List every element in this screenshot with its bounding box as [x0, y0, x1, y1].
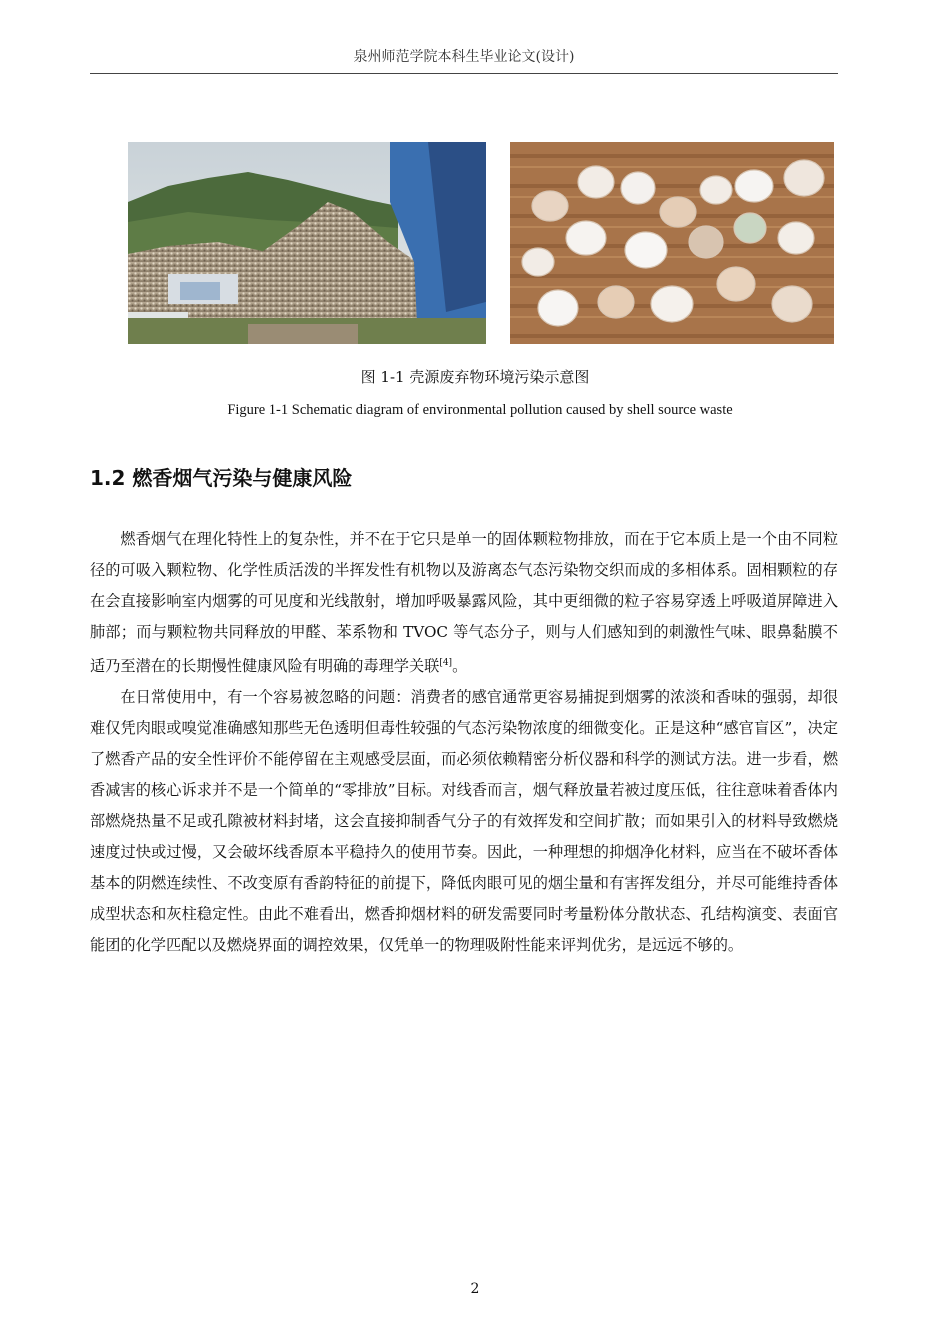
- figure-photo-shell-waste-pile: [128, 142, 486, 344]
- paragraph: 在日常使用中，有一个容易被忽略的问题：消费者的感官通常更容易捕捉到烟雾的浓淡和香味的强弱，却很难仅凭肉眼或嗅觉准确感知那些无色透明但毒性较强的气态污染物浓度的细微变化。正是这种“感官盲区”，决定了燃香产品的安全性评价不能停留在主观感受层面，而必须依赖精密分析仪器和科学的测试方法。进一步看，燃香减害的核心诉求并不是一个简单的“零排放”目标。对线香而言，烟气释放量若被过度压低，往往意味着香体内部燃烧热量不足或孔隙被材料封堵，这会直接抑制香气分子的有效挥发和空间扩散；而如果引入的材料导致燃烧速度过快或过慢，又会破坏线香原本平稳持久的使用节奏。因此，一种理想的抑烟净化材料，应当在不破坏香体基本的阴燃连续性、不改变原有香韵特征的前提下，降低肉眼可见的烟尘量和有害挥发组分，并尽可能维持香体成型状态和灰柱稳定性。由此不难看出，燃香抑烟材料的研发需要同时考量粉体分散状态、孔结构演变、表面官能团的化学匹配以及燃烧界面的调控效果，仅凭单一的物理吸附性能来评判优劣，是远远不够的。: [90, 688, 838, 955]
- figure-caption-chinese: 图 1-1 壳源废弃物环境污染示意图: [360, 368, 590, 386]
- paragraph-text: 燃香烟气在理化特性上的复杂性，并不在于它只是单一的固体颗粒物排放，而在于它本质上是一个由不同粒径的可吸入颗粒物、化学性质活泼的半挥发性有机物以及游离态气态污染物交织而成的多相体系。固相颗粒的存在会直接影响室内烟雾的可见度和光线散射，增加呼吸暴露风险，其中更细微的粒子容易穿透上呼吸道屏障进入肺部；而与颗粒物共同释放的甲醛、苯系物和 TVOC 等气态分子，则与人们感知到的刺激性气味、眼鼻黏膜不适乃至潜在的长期慢性健康风险有明确的毒理学关联: [90, 530, 838, 676]
- header-divider: [90, 73, 838, 74]
- paragraph: [90, 524, 838, 682]
- figure-photo-eggshells: [510, 142, 834, 344]
- page-header: 泉州师范学院本科生毕业论文(设计): [353, 49, 575, 65]
- section-title: 1.2 燃香烟气污染与健康风险: [90, 466, 353, 490]
- page-number: 2: [470, 1281, 480, 1297]
- citation-marker: [4]: [439, 658, 453, 668]
- paragraph-tail: 。: [452, 657, 468, 676]
- figure-caption-english: Figure 1-1 Schematic diagram of environmental pollution caused by shell source waste: [227, 402, 733, 418]
- body-text: [90, 524, 838, 961]
